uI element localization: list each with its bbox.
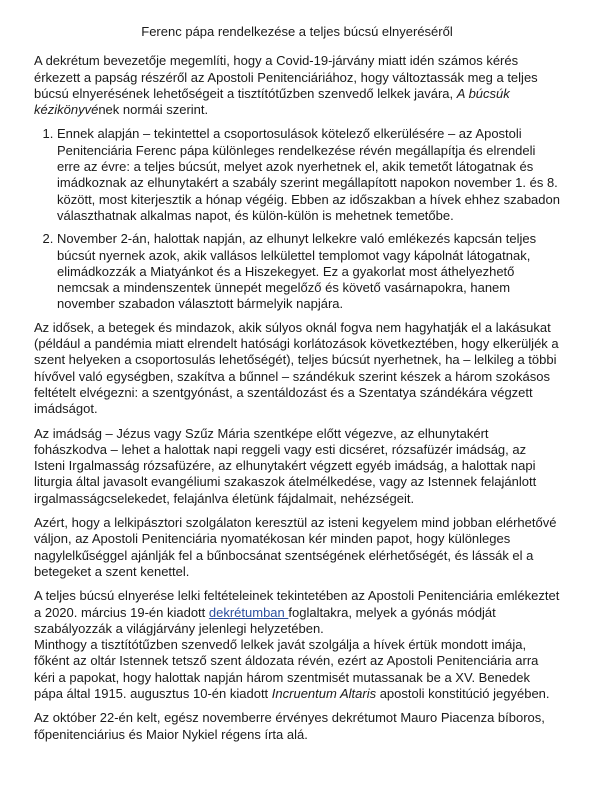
paragraph-pastoral: Azért, hogy a lelkipásztori szolgálaton keresztül az isteni kegyelem mind jobban elérhetővé váljon, az Apostoli Penitenciária nyomatékosan kér minden papot, hogy különleges nagylelkűséggel ajánlják fel a bűnbocsánat szentségének elérhetőségét, és lássák el a betegeket a szent kenettel. bbox=[34, 515, 557, 579]
paragraph-masses bbox=[34, 637, 560, 702]
paragraph-signature: Az október 22-én kelt, egész novemberre érvényes dekrétumot Mauro Piacenza bíboros, főpenitenciárius és Maior Nykiel régens írta alá. bbox=[34, 710, 545, 742]
paragraph-prayer: Az imádság – Jézus vagy Szűz Mária szentképe előtt végezve, az elhunytakért fohászkodva – lehet a halottak napi reggeli vagy esti dicséret, rózsafüzér imádság, az Isteni Irgalmasság rózsafüzére, az elhunytakért végzett egyéb imádság, a halottak napi liturgia által javasolt evangéliumi szakaszok átelmélkedése, vagy az Istennek felajánlott irgalmasságcselekedet, felajánlva életünk fájdalmait, nehézségeit. bbox=[34, 425, 537, 506]
list-item-1: 1. Ennek alapján – tekintettel a csoportosulások kötelező elkerülésére – az Apostoli Penitenciária Ferenc pápa különleges rendelkezése révén megállapítja és elrendeli erre az évre: a teljes búcsút, melyet azok nyerhetnek el, akik temetőt látogatnak és imádkoznak az elhunytakért a szabály szerint megállapított napokon november 1. és 8. között, most kiterjesztik a hónap végéig. Ebben az időszakban a hívek ehhez szabadon választhatnak alkalmas napot, és külön-külön is mehetnek temetőbe. bbox=[57, 126, 560, 224]
intro-text: A dekrétum bevezetője megemlíti, hogy a Covid-19-járvány miatt idén számos kérés érkezett a papság részéről az Apostoli Penitenciáriához, hogy változtassák meg a teljes búcsú elnyerésének lehetőségeit a tisztítótűzben szenvedő lelkek javára, bbox=[34, 53, 538, 101]
document-title: Ferenc pápa rendelkezése a teljes búcsú elnyeréséről bbox=[141, 24, 453, 39]
conditions-text: A teljes búcsú elnyerése lelki feltételeinek tekintetében az Apostoli Penitenciária emlékeztet a 2020. március 19-én kiadott bbox=[34, 588, 560, 620]
masses-italic-title: Incruentum Altaris bbox=[271, 685, 377, 701]
intro-paragraph bbox=[34, 53, 560, 118]
masses-text: Minthogy a tisztítótűzben szenvedő lelkek javát szolgálja a hívek értük mondott imája, főként az oltár Istennek tetsző szent áldozata révén, ezért az Apostoli Penitenciária arra kéri a papokat, hogy halottak napján három szentmisét mutassanak be a XV. Benedek pápa által 1915. augusztus 10-én kiadott bbox=[34, 637, 539, 701]
conditions-text-end: foglaltakra, melyek a gyónás módját szabályozzák a világjárvány jelenlegi helyzetében. bbox=[34, 604, 496, 636]
intro-text-end: nek normái szerint. bbox=[98, 102, 209, 118]
paragraph-conditions bbox=[34, 588, 560, 637]
masses-text-end: apostoli konstitúció jegyében. bbox=[376, 685, 550, 701]
intro-italic-title: A búcsúk kézikönyvé bbox=[34, 85, 510, 118]
list-item-2: 2. November 2-án, halottak napján, az elhunyt lelkekre való emlékezés kapcsán teljes búcsút nyernek azok, akik vallásos lelkülettel templomot vagy kápolnát látogatnak, elimádkozzák a Miatyánkot és a Hiszekegyet. Ez a gyakorlat most áthelyezhető nemcsak a mindenszentek ünnepét megelőző és követő vasárnapokra, hanem november szabadon választott bármelyik napjára. bbox=[57, 231, 560, 312]
decree-link[interactable]: dekrétumban bbox=[208, 604, 289, 620]
numbered-list bbox=[34, 126, 560, 312]
paragraph-elderly: Az idősek, a betegek és mindazok, akik súlyos oknál fogva nem hagyhatják el a lakásukat (például a pandémia miatt elrendelt hatósági korlátozások következtében, hogy elkerüljék a szent helyeken a csoportosulás lehetőségét), teljes búcsút nyerhetnek, ha – lelkileg a többi hívővel való egységben, szakítva a bűnnel – szándékuk szerint készek a három szokásos feltételt elvégezni: a szentgyónást, a szentáldozást és a Szentatya szándékára végzett imádságot. bbox=[34, 319, 559, 417]
